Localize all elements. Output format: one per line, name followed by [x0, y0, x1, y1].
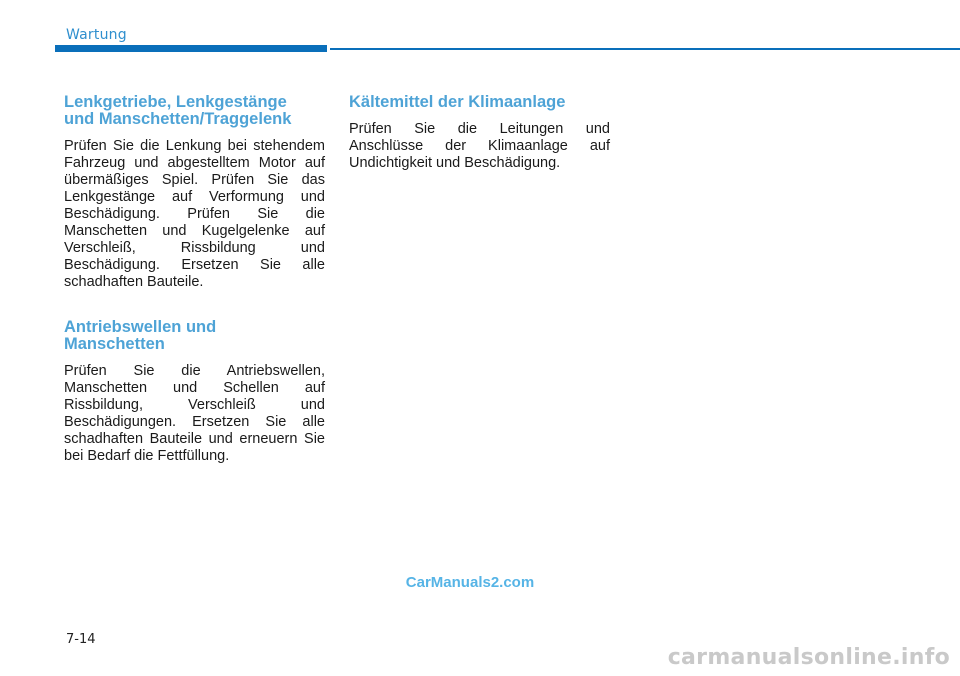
section-header-title: Wartung — [66, 27, 127, 43]
left-column — [64, 94, 325, 465]
section-steering — [64, 94, 325, 291]
section-driveshafts — [64, 319, 325, 465]
section-heading-driveshafts — [64, 319, 325, 353]
header-rule-thick — [55, 45, 327, 52]
right-column — [349, 94, 610, 172]
heading-line: Lenkgetriebe, Lenkgestänge — [64, 93, 287, 111]
watermark-carmanualsonline: carmanualsonline.info — [667, 645, 950, 670]
section-refrigerant — [349, 94, 610, 172]
header-rule-thin — [330, 48, 960, 50]
section-body-driveshafts: Prüfen Sie die Antriebswellen, Manschetten und Schellen auf Rissbildung, Verschleiß und Beschädigungen. Ersetzen Sie alle schadhaften Bauteile und erneuern Sie bei Bedarf die Fettfüllung. — [64, 363, 325, 464]
section-body-refrigerant: Prüfen Sie die Leitungen und Anschlüsse der Klimaanlage auf Undichtigkeit und Beschädigung. — [349, 121, 610, 171]
heading-line: Antriebswellen und — [64, 318, 217, 336]
section-heading-steering — [64, 94, 325, 128]
section-heading-refrigerant — [349, 94, 610, 111]
heading-line: und Manschetten/Traggelenk — [64, 110, 292, 128]
heading-line: Kältemittel der Klimaanlage — [349, 93, 566, 111]
page-number: 7-14 — [66, 632, 96, 647]
heading-line: Manschetten — [64, 335, 165, 353]
section-body-steering: Prüfen Sie die Lenkung bei stehendem Fahrzeug und abgestelltem Motor auf übermäßiges Spiel. Prüfen Sie das Lenkgestänge auf Verformung und Beschädigung. Prüfen Sie die Manschetten und Kugelgelenke auf Verschleiß, Rissbildung und Beschädigung. Ersetzen Sie alle schadhaften Bauteile. — [64, 138, 325, 290]
watermark-carmanuals2: CarManuals2.com — [405, 574, 535, 591]
